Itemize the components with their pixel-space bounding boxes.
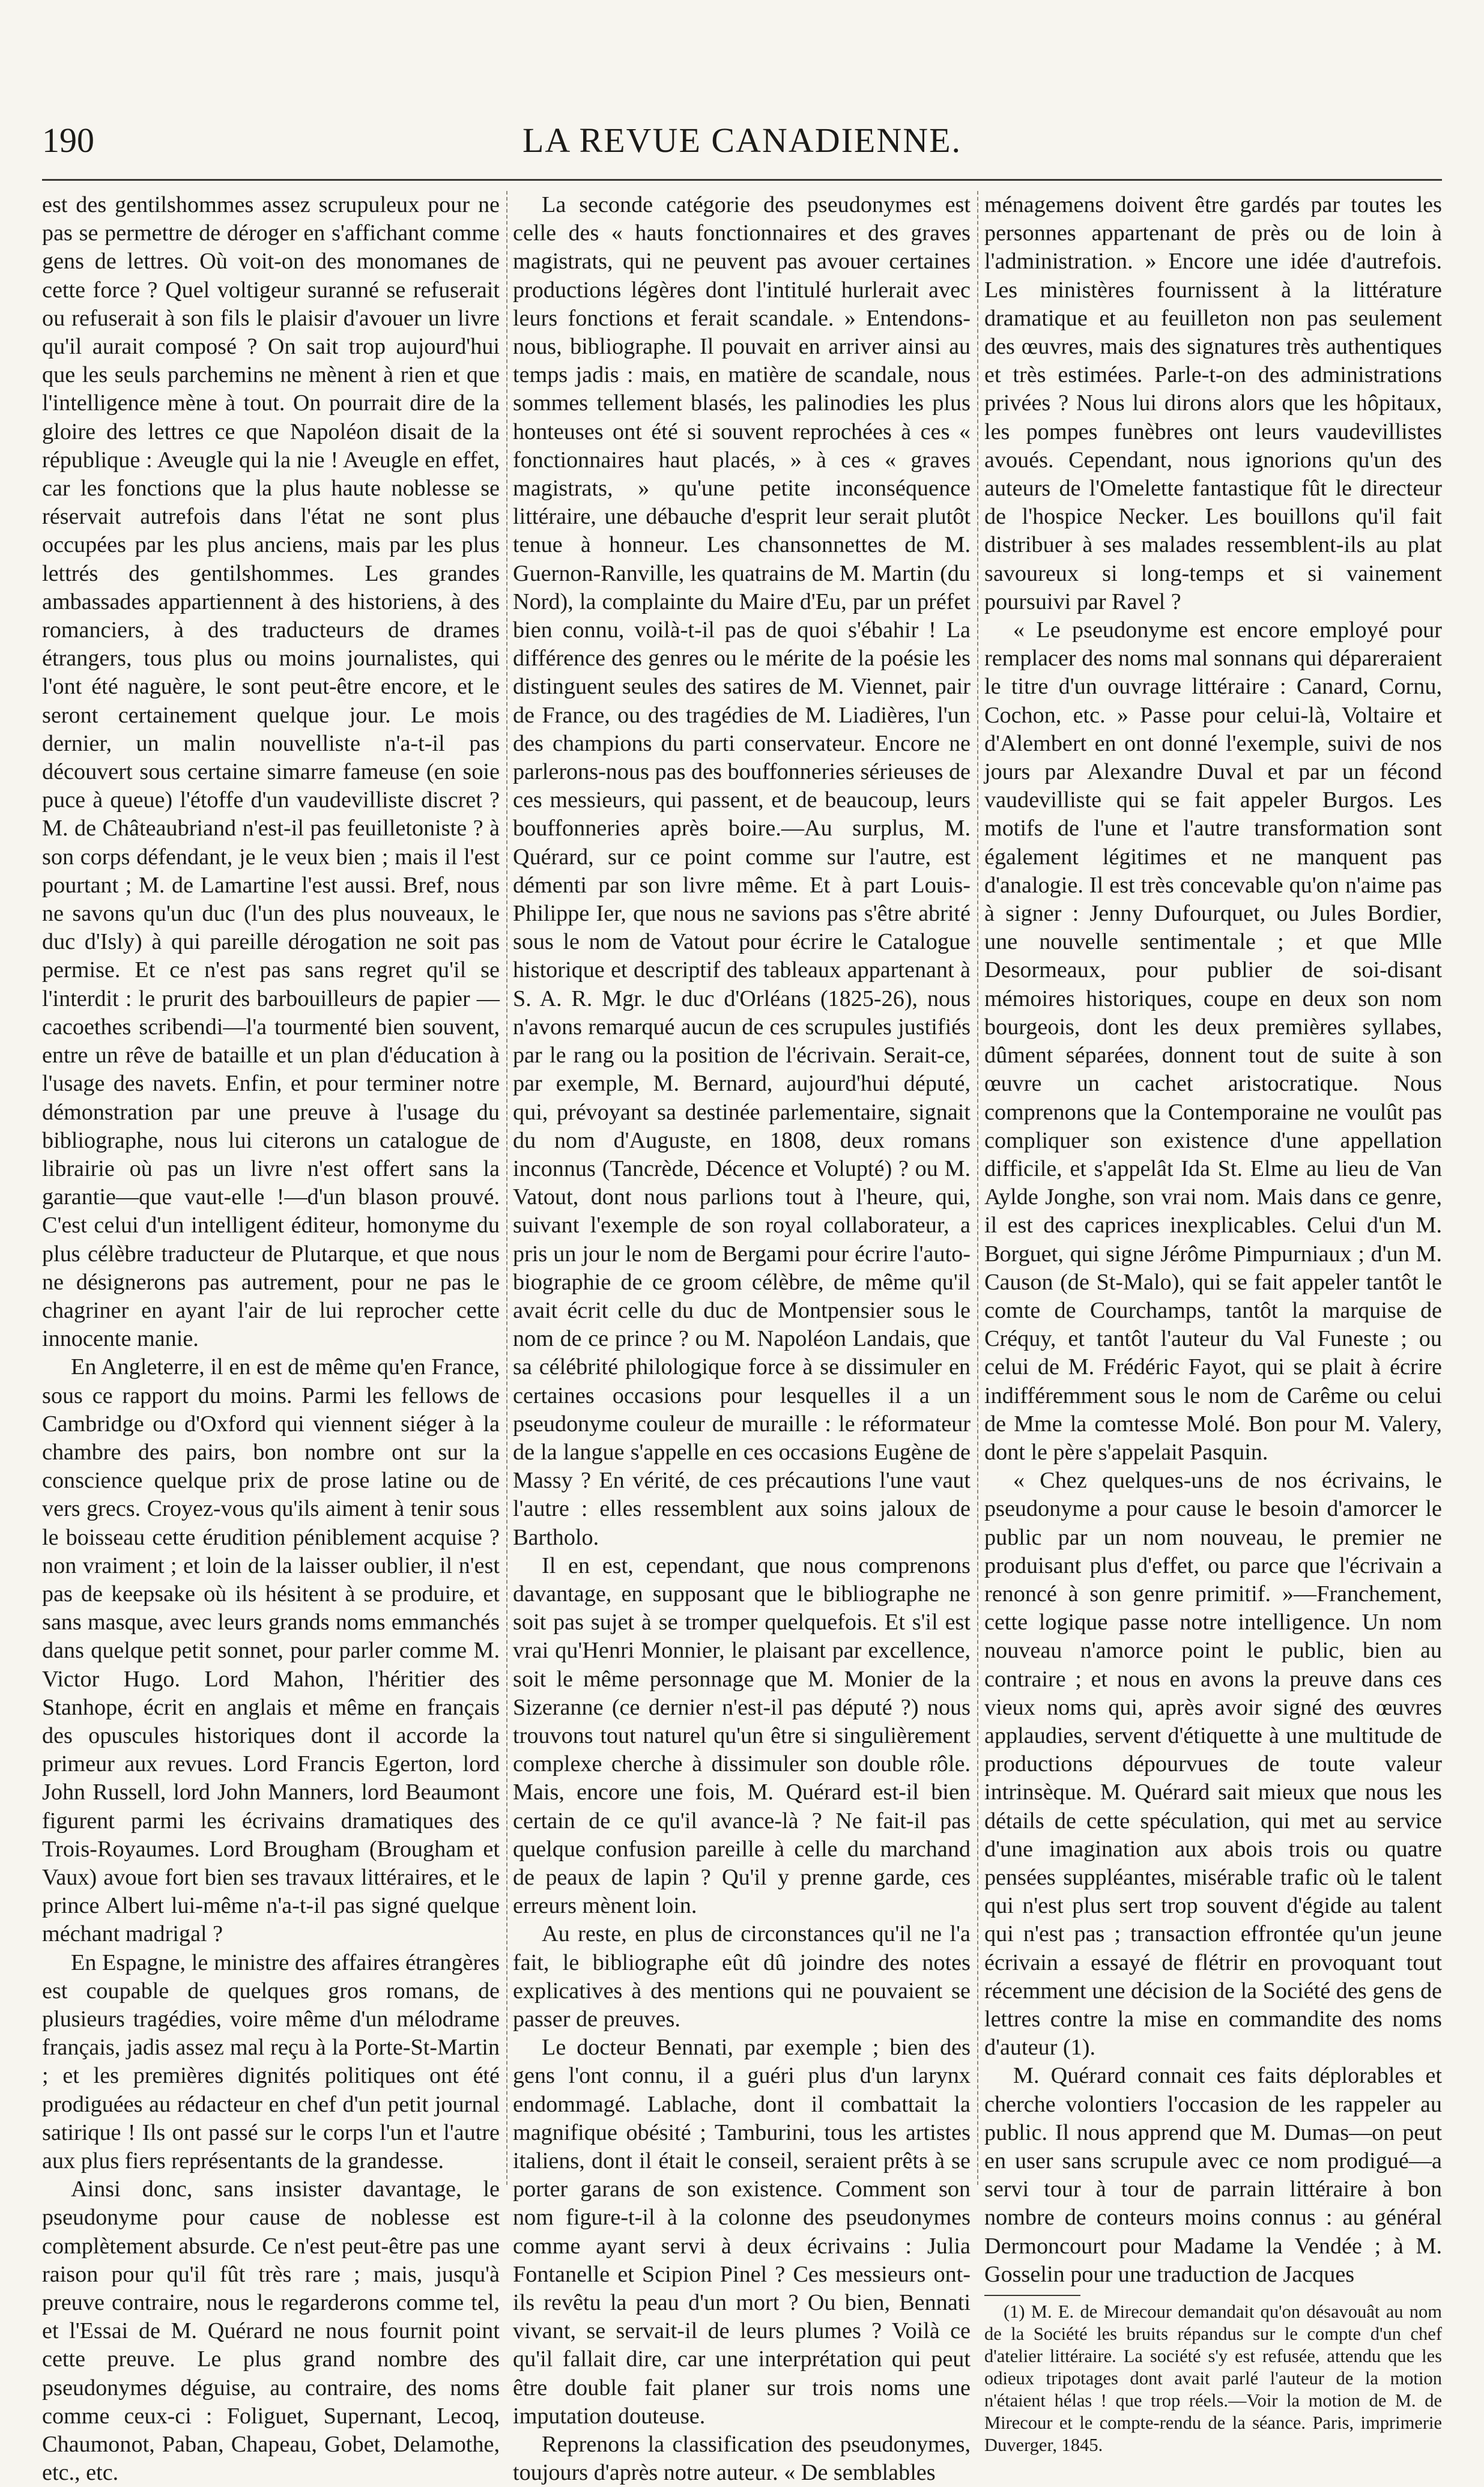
paragraph: ménagemens doivent être gardés par toutes les personnes appartenant de près ou de loin à l'administration. » Encore une idée d'autrefois. Les ministères fournissent à la littérature dramatique et au feuilleton non pas seulement des œuvres, mais des signatures très authentiques et très estimées. Parle-t-on des administrations privées ? Nous lui dirons alors que les hôpitaux, les pompes funèbres ont leurs vaudevillistes avoués. Cependant, nous ignorions qu'un des auteurs de l'Omelette fantastique fût le directeur de l'hospice Necker. Les bouillons qu'il fait distribuer à ses malades ressemblent-ils au plat savoureux si long-temps et si vainement poursuivi par Ravel ? [984, 192, 1442, 614]
paragraph: Le docteur Bennati, par exemple ; bien des gens l'ont connu, il a guéri plus d'un larynx endommagé. Lablache, dont il combattait la magnifique obésité ; Tamburini, tous les artistes italiens, dont il était le conseil, seraient prêts à se porter garans de son existence. Comment son nom figure-t-il à la colonne des pseudonymes comme ayant servi à deux écrivains : Julia Fontanelle et Scipion Pinel ? Ces messieurs ont-ils revêtu la peau d'un mort ? Ou bien, Bennati vivant, se servait-il de leurs plumes ? Voilà ce qu'il fallait dire, car une interprétation qui peut être double fait planer sur trois noms une imputation douteuse. [513, 2035, 971, 2429]
paragraph: Il en est, cependant, que nous comprenons davantage, en supposant que le bibliographe ne soit pas sujet à se tromper quelquefois. Et s'il est vrai qu'Henri Monnier, le plaisant par excellence, soit le même personnage que M. Monier de la Sizeranne (ce dernier n'est-il pas député ?) nous trouvons tout naturel qu'un être si singulièrement complexe cherche à dissimuler son double rôle. Mais, encore une fois, M. Quérard est-il bien certain de ce qu'il avance-là ? Ne fait-il pas quelque confusion pareille à celle du marchand de peaux de lapin ? Qu'il y prenne garde, ces erreurs mènent loin. [513, 1552, 971, 1919]
column-3 [984, 191, 1442, 2456]
paragraph: En Espagne, le ministre des affaires étrangères est coupable de quelques gros romans, de plusieurs tragédies, voire même d'un mélodrame français, jadis assez mal reçu à la Porte-St-Martin ; et les premières dignités politiques ont été prodiguées au rédacteur en chef d'un petit journal satirique ! Ils ont passé sur le corps l'un et l'autre aux plus fiers représentants de la grandesse. [42, 1949, 500, 2174]
page-header [42, 120, 1442, 174]
footnote-rule [984, 2295, 1080, 2296]
paragraph: M. Quérard connait ces faits déplorables et cherche volontiers l'occasion de les rappeler au public. Il nous apprend que M. Dumas—on peut en user sans scrupule avec ce nom prodigué—a servi tour à tour de parrain littéraire à bon nombre de conteurs moins connus : au général Dermoncourt pour Madame la Vendée ; à M. Gosselin pour une traduction de Jacques [984, 2063, 1442, 2287]
running-head: LA REVUE CANADIENNE. [522, 121, 962, 160]
paragraph: « Le pseudonyme est encore employé pour remplacer des noms mal sonnans qui dépareraient le titre d'un ouvrage littéraire : Canard, Cornu, Cochon, etc. » Passe pour celui-là, Voltaire et d'Alembert en ont donné l'exemple, suivi de nos jours par Alexandre Duval et par un fécond vaudevilliste qui se fait appeler Burgos. Les motifs de l'une et l'autre transformation sont également légitimes et ne manquent pas d'analogie. Il est très concevable qu'on n'aime pas à signer : Jenny Dufourquet, ou Jules Bordier, une nouvelle sentimentale ; et que Mlle Desormeaux, pour publier de soi-disant mémoires historiques, coupe en deux son nom bourgeois, dont les deux premières syllabes, dûment séparées, donnent tout de suite à son œuvre un cachet aristocratique. Nous comprenons que la Contemporaine ne voulût pas compliquer son existence d'une appellation difficile, et s'appelât Ida St. Elme au lieu de Van Aylde Jonghe, son vrai nom. Mais dans ce genre, il est des caprices inexplicables. Celui d'un M. Borguet, qui signe Jérôme Pimpurniaux ; d'un M. Causon (de St-Malo), qui se fait appeler tantôt le comte de Courchamps, tantôt la marquise de Créquy, et tantôt l'auteur du Val Funeste ; ou celui de M. Frédéric Fayot, qui se plait à écrire indifféremment sous le nom de Carême ou celui de Mme la comtesse Molé. Bon pour M. Valery, dont le père s'appelait Pasquin. [984, 617, 1442, 1465]
paragraph: En Angleterre, il en est de même qu'en France, sous ce rapport du moins. Parmi les fellows de Cambridge ou d'Oxford qui viennent siéger à la chambre des pairs, bon nombre ont sur la conscience quelque prix de prose latine ou de vers grecs. Croyez-vous qu'ils aiment à tenir sous le boisseau cette érudition péniblement acquise ? non vraiment ; et loin de la laisser oublier, il n'est pas de keepsake où ils hésitent à se produire, et sans masque, avec leurs grands noms emmanchés dans quelque petit sonnet, pour parler comme M. Victor Hugo. Lord Mahon, l'héritier des Stanhope, écrit en anglais et même en français des opuscules historiques dont il accorde la primeur aux revues. Lord Francis Egerton, lord John Russell, lord John Manners, lord Beaumont figurent parmi les écrivains dramatiques des Trois-Royaumes. Lord Brougham (Brougham et Vaux) avoue fort bien ses travaux littéraires, et le prince Albert lui-même n'a-t-il pas signé quelque méchant madrigal ? [42, 1354, 500, 1947]
paragraph: La seconde catégorie des pseudonymes est celle des « hauts fonctionnaires et des graves magistrats, qui ne peuvent pas avouer certaines productions légères dont l'intitulé hurlerait avec leurs fonctions et ferait scandale. » Entendons-nous, bibliographe. Il pouvait en arriver ainsi au temps jadis : mais, en matière de scandale, nous sommes tellement blasés, les palinodies les plus honteuses ont été si souvent reprochées à ces « fonctionnaires haut placés, » à ces « graves magistrats, » qu'une petite inconséquence littéraire, une débauche d'esprit leur serait plutôt tenue à honneur. Les chansonnettes de M. Guernon-Ranville, les quatrains de M. Martin (du Nord), la complainte du Maire d'Eu, par un préfet bien connu, voilà-t-il pas de quoi s'ébahir ! La différence des genres ou le mérite de la poésie les distinguent seules des satires de M. Viennet, pair de France, ou des tragédies de M. Liadières, l'un des champions du parti conservateur. Encore ne parlerons-nous pas des bouffonneries sérieuses de ces messieurs, qui passent, et de beaucoup, leurs bouffonneries après boire.—Au surplus, M. Quérard, sur ce point comme sur l'autre, est démenti par son livre même. Et à part Louis-Philippe Ier, que nous ne savions pas s'être abrité sous le nom de Vatout pour écrire le Catalogue historique et descriptif des tableaux appartenant à S. A. R. Mgr. le duc d'Orléans (1825-26), nous n'avons remarqué aucun de ces scrupules justifiés par le rang ou la position de l'écrivain. Serait-ce, par exemple, M. Bernard, aujourd'hui député, qui, prévoyant sa destinée parlementaire, signait du nom d'Auguste, en 1808, deux romans inconnus (Tancrède, Décence et Volupté) ? ou M. Vatout, dont nous parlions tout à l'heure, qui, suivant l'exemple de son royal collaborateur, a pris un jour le nom de Bergami pour écrire l'auto-biographie de ce groom célèbre, de même qu'il avait écrit celle du duc de Montpensier sous le nom de ce prince ? ou M. Napoléon Landais, que sa célébrité philologique force à se dissimuler en certaines occasions pour lesquelles il a un pseudonyme couleur de muraille : le réformateur de la langue s'appelle en ces occasions Eugène de Massy ? En vérité, de ces précautions l'une vaut l'autre : elles ressemblent aux soins jaloux de Bartholo. [513, 192, 971, 1550]
page-number: 190 [42, 121, 94, 160]
footnote [984, 2301, 1442, 2456]
paragraph: Au reste, en plus de circonstances qu'il ne l'a fait, le bibliographe eût dû joindre des notes explicatives à des mentions qui ne pouvaient se passer de preuves. [513, 1921, 971, 2032]
paragraph: est des gentilshommes assez scrupuleux pour ne pas se permettre de déroger en s'affichant comme gens de lettres. Où voit-on des monomanes de cette force ? Quel voltigeur suranné se refuserait ou refuserait à son fils le plaisir d'avouer un livre qu'il aurait composé ? On sait trop aujourd'hui que les seuls parchemins ne mènent à rien et que l'intelligence mène à tout. On pourrait dire de la gloire des lettres ce que Napoléon disait de la république : Aveugle qui la nie ! Aveugle en effet, car les fonctions que la plus haute noblesse se réservait autrefois dans l'état ne sont plus occupées par les plus anciens, mais par les plus lettrés des gentilshommes. Les grandes ambassades appartiennent à des historiens, à des romanciers, à des traducteurs de drames étrangers, tous plus ou moins journalistes, qui l'ont été naguère, le sont peut-être encore, et le seront certainement quelque jour. Le mois dernier, un malin nouvelliste n'a-t-il pas découvert sous certaine simarre fameuse (en soie puce à queue) l'étoffe d'un vaudevilliste discret ? M. de Châteaubriand n'est-il pas feuilletoniste ? à son corps défendant, je le veux bien ; mais il l'est pourtant ; M. de Lamartine l'est aussi. Bref, nous ne savons qu'un duc (l'un des plus nouveaux, le duc d'Isly) à qui pareille dérogation ne soit pas permise. Et ce n'est pas sans regret qu'il se l'interdit : le prurit des barbouilleurs de papier —cacoethes scribendi—l'a tourmenté bien souvent, entre un rêve de bataille et un plan d'éducation à l'usage des navets. Enfin, et pour terminer notre démonstration par une preuve à l'usage du bibliographe, nous lui citerons un catalogue de librairie où pas un livre n'est offert sans la garantie—que vaut-elle !—d'un blason prouvé. C'est celui d'un intelligent éditeur, homonyme du plus célèbre traducteur de Plutarque, et que nous ne désignerons pas autrement, pour ne pas le chagriner en ayant l'air de lui reprocher cette innocente manie. [42, 192, 500, 1352]
header-rule [42, 179, 1442, 181]
column-2 [513, 191, 971, 2486]
paragraph: Ainsi donc, sans insister davantage, le pseudonyme pour cause de noblesse est complètement absurde. Ce n'est peut-être pas une raison pour qu'il fût très rare ; mais, jusqu'à preuve contraire, nous le regarderons comme tel, et l'Essai de M. Quérard ne nous fournit point cette preuve. Le plus grand nombre des pseudonymes déguise, au contraire, des noms comme ceux-ci : Foliguet, Supernant, Lecoq, Chaumonot, Paban, Chapeau, Gobet, Delamothe, etc., etc. [42, 2177, 500, 2486]
column-1 [42, 191, 500, 2486]
column-divider [977, 191, 978, 2185]
footnote-text: (1) M. E. de Mirecour demandait qu'on désavouât au nom de la Société les bruits répandus sur le compte d'un chef d'atelier littéraire. La société s'y est refusée, attendu que les odieux tripotages dont avait parlé l'auteur de la motion n'étaient hélas ! que trop réels.—Voir la motion de M. de Mirecour et le compte-rendu de la séance. Paris, imprimerie Duverger, 1845. [984, 2301, 1442, 2456]
column-divider [506, 191, 507, 2185]
paragraph: Reprenons la classification des pseudonymes, toujours d'après notre auteur. « De semblables [513, 2432, 971, 2486]
paragraph: « Chez quelques-uns de nos écrivains, le pseudonyme a pour cause le besoin d'amorcer le public par un nom nouveau, le premier ne produisant plus d'effet, ou parce que l'écrivain a renoncé à son genre primitif. »—Franchement, cette logique passe notre intelligence. Un nom nouveau n'amorce point le public, bien au contraire ; et nous en avons la preuve dans ces vieux noms qui, après avoir signé des œuvres applaudies, servent d'étiquette à une multitude de productions dépourvues de toute valeur intrinsèque. M. Quérard sait mieux que nous les détails de cette spéculation, qui met au service d'une imagination aux abois trois ou quatre pensées suppléantes, misérable trafic où le talent qui n'est plus sert trop souvent d'égide au talent qui n'est pas ; transaction effrontée qu'un jeune écrivain a essayé de flétrir en provoquant tout récemment une décision de la Société des gens de lettres contre la mise en commandite des noms d'auteur (1). [984, 1468, 1442, 2061]
